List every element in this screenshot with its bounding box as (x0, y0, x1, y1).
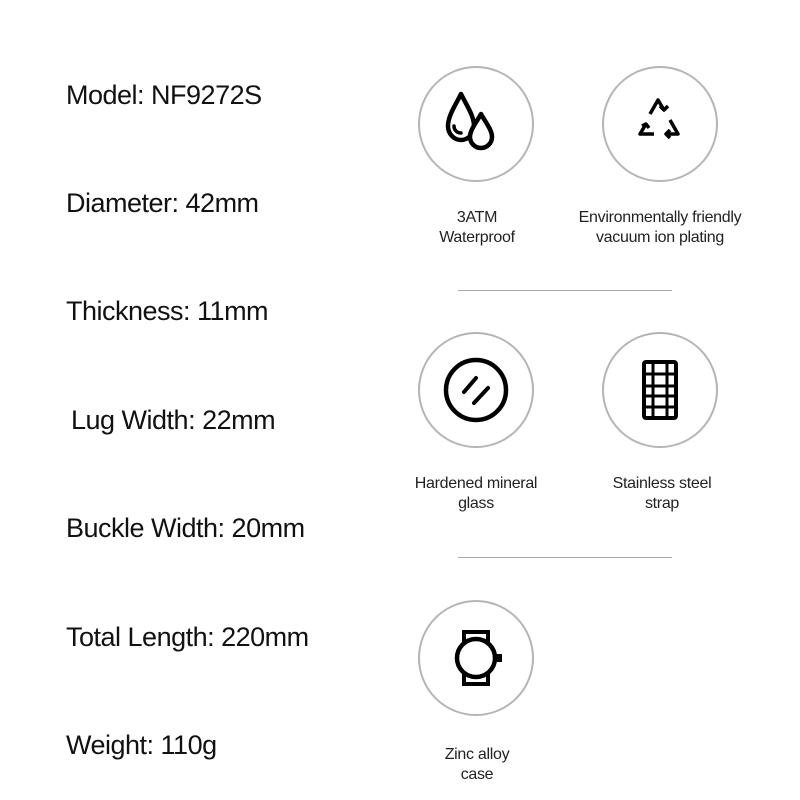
glass-caption-line1: Hardened mineral (414, 475, 538, 492)
plating-caption-line1: Environmentally friendly (578, 209, 742, 226)
plating-badge (602, 66, 718, 182)
recycle-icon (620, 84, 700, 164)
spec-lug-width: Lug Width: 22mm (71, 405, 276, 435)
strap-caption (582, 474, 742, 514)
plating-caption (562, 208, 758, 248)
case-caption-line2: case (460, 766, 494, 783)
waterproof-caption (418, 208, 536, 248)
watch-case-icon (436, 618, 516, 698)
spec-total-length: Total Length: 220mm (66, 622, 309, 652)
waterproof-caption-line2: Waterproof (439, 229, 515, 246)
glass-caption (398, 474, 554, 514)
steel-strap-icon (620, 350, 700, 430)
spec-thickness: Thickness: 11mm (66, 296, 269, 326)
water-drops-icon (436, 84, 516, 164)
spec-diameter: Diameter: 42mm (66, 188, 259, 218)
mineral-glass-icon (436, 350, 516, 430)
strap-badge (602, 332, 718, 448)
waterproof-caption-line1: 3ATM (456, 209, 498, 226)
glass-badge (418, 332, 534, 448)
plating-caption-line2: vacuum ion plating (595, 229, 724, 246)
case-caption-line1: Zinc alloy (444, 746, 510, 763)
case-caption (418, 745, 536, 785)
spec-buckle-width: Buckle Width: 20mm (66, 513, 305, 543)
strap-caption-line2: strap (644, 495, 680, 512)
glass-caption-line2: glass (458, 495, 494, 512)
spec-model: Model: NF9272S (66, 80, 262, 110)
case-badge (418, 600, 534, 716)
waterproof-badge (418, 66, 534, 182)
strap-caption-line1: Stainless steel (612, 475, 712, 492)
divider-2 (458, 557, 672, 558)
divider-1 (458, 290, 672, 291)
spec-weight: Weight: 110g (66, 730, 217, 760)
